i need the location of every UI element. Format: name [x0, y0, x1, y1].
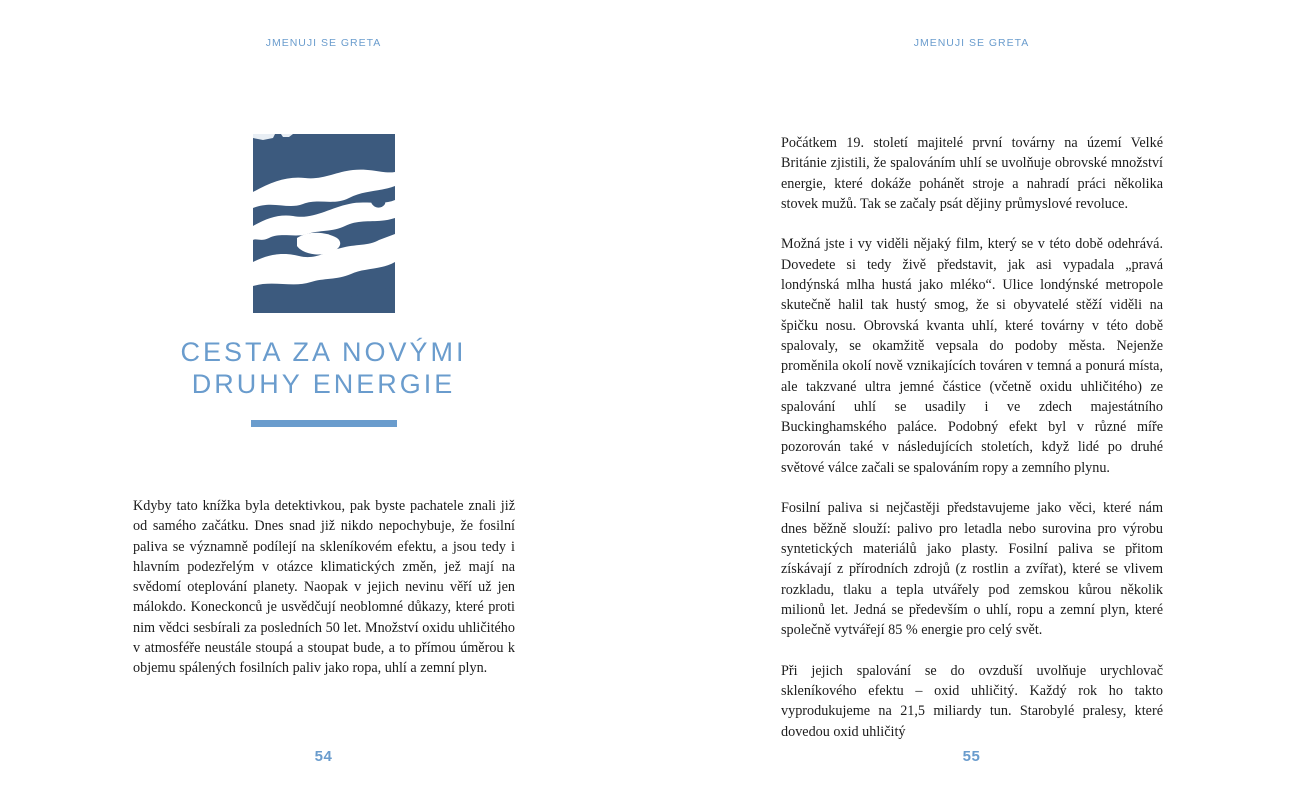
left-body-text — [133, 496, 515, 679]
chapter-title-line-1: CESTA ZA NOVÝMI — [180, 337, 467, 367]
right-page — [648, 0, 1295, 800]
chapter-illustration — [253, 134, 395, 313]
running-head-right: JMENUJI SE GRETA — [913, 37, 1030, 49]
title-underline-rule — [251, 420, 397, 427]
right-body-text — [781, 133, 1163, 742]
body-paragraph-2: Možná jste i vy viděli nějaký film, který se v této době odehrává. Dovedete si tedy živě představit, jak asi vypadala „pravá londýnská mlha hustá jako mléko“. Ulice londýnské metropole skutečně halil tak hustý smog, že si obyvatelé stěží viděli na špičku nosu. Obrovská kvanta uhlí, které továrny v této době spalovaly, se okamžitě vepsala do podoby města. Nejenže proměnila okolí nově vznikajících továren v temná a ponurá místa, ale takzvané ultra jemné částice (včetně oxidu uhličitého) ze spalování uhlí se usadily i ve zdech majestátního Buckinghamského paláce. Podobný efekt byl v různé míře pozorován také v následujících stoletích, když lidé po druhé světové válce začali se spalováním ropy a zemního plynu. — [781, 236, 1163, 476]
page-number-right: 55 — [962, 748, 981, 765]
page-number-left: 54 — [314, 748, 333, 765]
body-paragraph-4: Při jejich spalování se do ovzduší uvolňuje urychlovač skleníkového efektu – oxid uhličitý. Každý rok ho takto vyprodukujeme na 21,5 miliardy tun. Starobylé pralesy, které dovedou oxid uhličitý — [781, 662, 1163, 740]
left-page — [0, 0, 647, 800]
body-paragraph-1: Počátkem 19. století majitelé první továrny na území Velké Británie zjistili, že spalováním uhlí se uvolňuje obrovské množství energie, které dokáže pohánět stroje a nahradí práci několika stovek mužů. Tak se začaly psát dějiny průmyslové revoluce. — [781, 135, 1163, 212]
body-paragraph: Kdyby tato knížka byla detektivkou, pak byste pachatele znali již od samého začátku. Dnes snad již nikdo nepochybuje, že fosilní paliva se významně podílejí na skleníkovém efektu, a jsou tedy i hlavním podezřelým v otázce klimatických změn, jež mají na svědomí oteplování planety. Naopak v jejich nevinu věří už jen málokdo. Koneckonců je usvědčují neoblomné důkazy, které proti nim vědci sesbírali za posledních 50 let. Množství oxidu uhličitého v atmosféře neustále stoupá a stoupat bude, a to přímou úměrou k objemu spálených fosilních paliv jako ropa, uhlí a zemní plyn. — [133, 498, 515, 677]
running-head-left: JMENUJI SE GRETA — [265, 37, 382, 49]
chapter-title-line-2: DRUHY ENERGIE — [191, 369, 456, 399]
chapter-title — [0, 336, 647, 400]
body-paragraph-3: Fosilní paliva si nejčastěji představujeme jako věci, které nám dnes běžně slouží: palivo pro letadla nebo surovina pro výrobu syntetických materiálů jako plasty. Fosilní paliva se přitom získávají z přírodních zdrojů (z rostlin a zvířat), které se vlivem rozkladu, tlaku a tepla utvářely pod zemskou kůrou několik milionů let. Jedná se především o uhlí, ropu a zemní plyn, které společně vytvářejí 85 % energie pro celý svět. — [781, 500, 1163, 639]
